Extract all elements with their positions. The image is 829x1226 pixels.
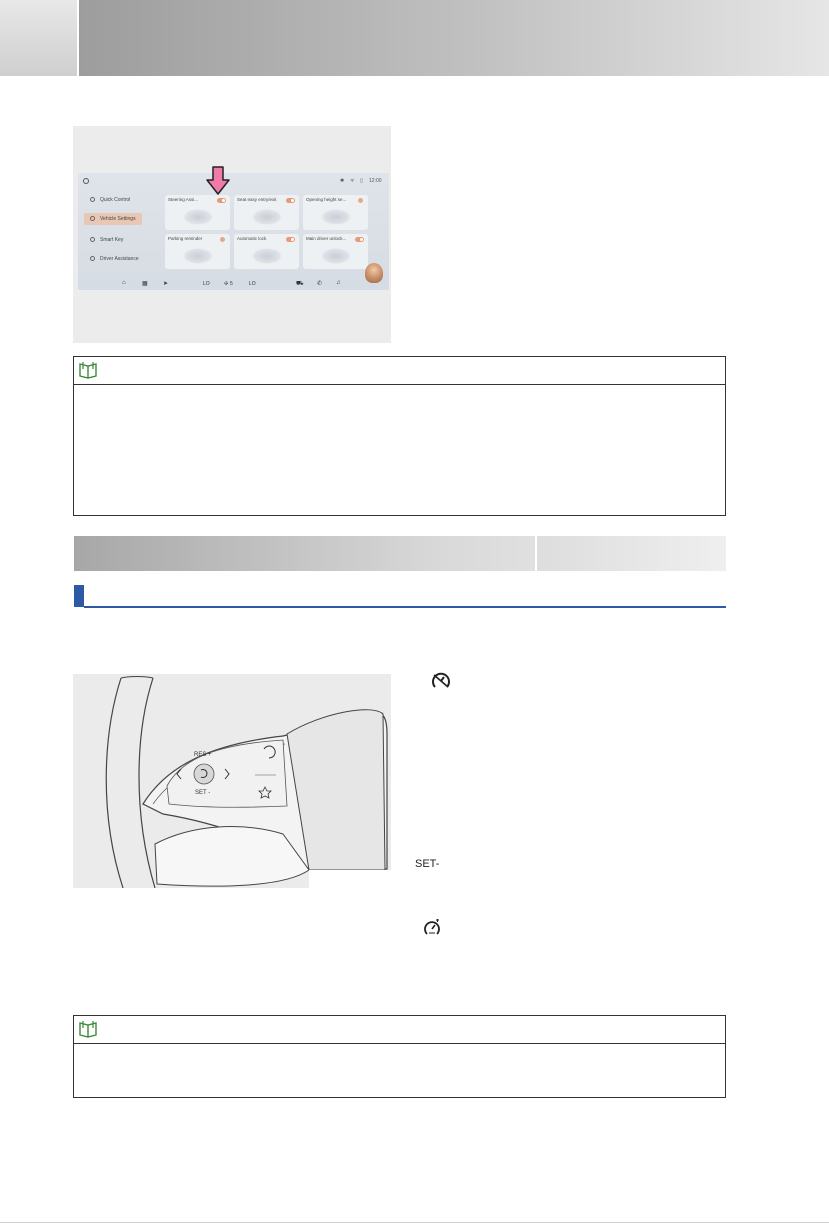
home-icon[interactable]: ⌂ (122, 280, 126, 286)
phone-icon[interactable]: ✆ (317, 281, 323, 287)
gear-icon (90, 216, 95, 221)
menu-label: Driver Assistance (100, 256, 139, 262)
car-image (183, 248, 213, 264)
page-bottom-rule (0, 1222, 829, 1223)
card-label: Steering Assi... (168, 197, 199, 202)
menu-item-smart-key[interactable] (84, 234, 142, 246)
key-icon (90, 237, 95, 242)
indicator-dot (220, 237, 225, 242)
card-label: Parking reminder (168, 236, 203, 241)
menu-item-quick-control[interactable] (84, 194, 142, 206)
card-seat-easy-entry[interactable] (234, 195, 299, 230)
note-box (73, 1015, 726, 1098)
subsection-underline (84, 606, 726, 608)
card-opening-height[interactable] (303, 195, 368, 230)
toggle-switch[interactable] (286, 237, 295, 242)
book-icon (78, 361, 98, 379)
menu-item-driver-assistance[interactable] (84, 253, 142, 265)
bluetooth-icon: ✱ (340, 178, 345, 184)
header-tab-block (0, 0, 77, 76)
note-box (73, 356, 726, 516)
music-icon[interactable]: ♫ (336, 280, 341, 286)
navigation-icon[interactable]: ➤ (163, 281, 169, 287)
apps-grid-icon[interactable]: ▦ (142, 281, 148, 287)
quick-control-icon (90, 197, 95, 202)
card-label: Main driver unlock... (306, 236, 347, 241)
steering-wheel-image (183, 209, 213, 225)
card-parking-reminder[interactable] (165, 234, 230, 269)
toggle-switch[interactable] (286, 198, 295, 203)
header-banner (79, 0, 829, 76)
subsection-marker (74, 585, 84, 607)
card-main-driver-unlock[interactable] (303, 234, 368, 269)
home-circle-icon[interactable] (83, 178, 89, 184)
set-minus-label: SET - (195, 790, 211, 796)
fan-level[interactable]: 5 (230, 281, 233, 287)
steering-wheel-figure (73, 674, 391, 888)
card-label: Automatic lock (237, 236, 267, 241)
menu-label: Smart Key (100, 237, 124, 243)
signal-icon: ᯤ (350, 178, 355, 184)
assistant-avatar[interactable] (365, 263, 383, 283)
temp-right[interactable]: LO (249, 281, 256, 287)
car-icon[interactable]: ⛟ (296, 281, 304, 287)
assist-icon (90, 256, 95, 261)
adaptive-cruise-icon (424, 919, 442, 937)
fan-icon: ✣ (224, 281, 229, 287)
cruise-control-icon (431, 672, 451, 690)
infotainment-screen (78, 173, 389, 290)
section-title-bar (74, 536, 535, 571)
indicator-dot (358, 198, 363, 203)
toggle-switch[interactable] (217, 198, 226, 203)
note-header (74, 1016, 725, 1044)
set-minus-heading: SET- (415, 858, 440, 870)
card-label: Seat easy entry/exit (237, 197, 277, 202)
car-image (321, 248, 351, 264)
menu-item-vehicle-settings[interactable] (84, 213, 142, 225)
seat-image (252, 209, 282, 225)
network-icon: ▯ (360, 178, 363, 184)
steering-wheel-drawing (73, 674, 391, 888)
car-image (321, 209, 351, 225)
book-icon (78, 1020, 98, 1038)
card-label: Opening height se... (306, 197, 347, 202)
toggle-switch[interactable] (355, 237, 364, 242)
res-plus-label: RES + (194, 752, 212, 758)
card-automatic-lock[interactable] (234, 234, 299, 269)
temp-left[interactable]: LO (203, 281, 210, 287)
note-header (74, 357, 725, 385)
card-steering-assist[interactable] (165, 195, 230, 230)
down-arrow-icon (205, 166, 231, 196)
menu-label: Vehicle Settings (100, 216, 136, 222)
menu-label: Quick Control (100, 197, 131, 203)
status-time: 12:00 (369, 178, 382, 184)
car-image (252, 248, 282, 264)
section-tag-bar (537, 536, 726, 571)
